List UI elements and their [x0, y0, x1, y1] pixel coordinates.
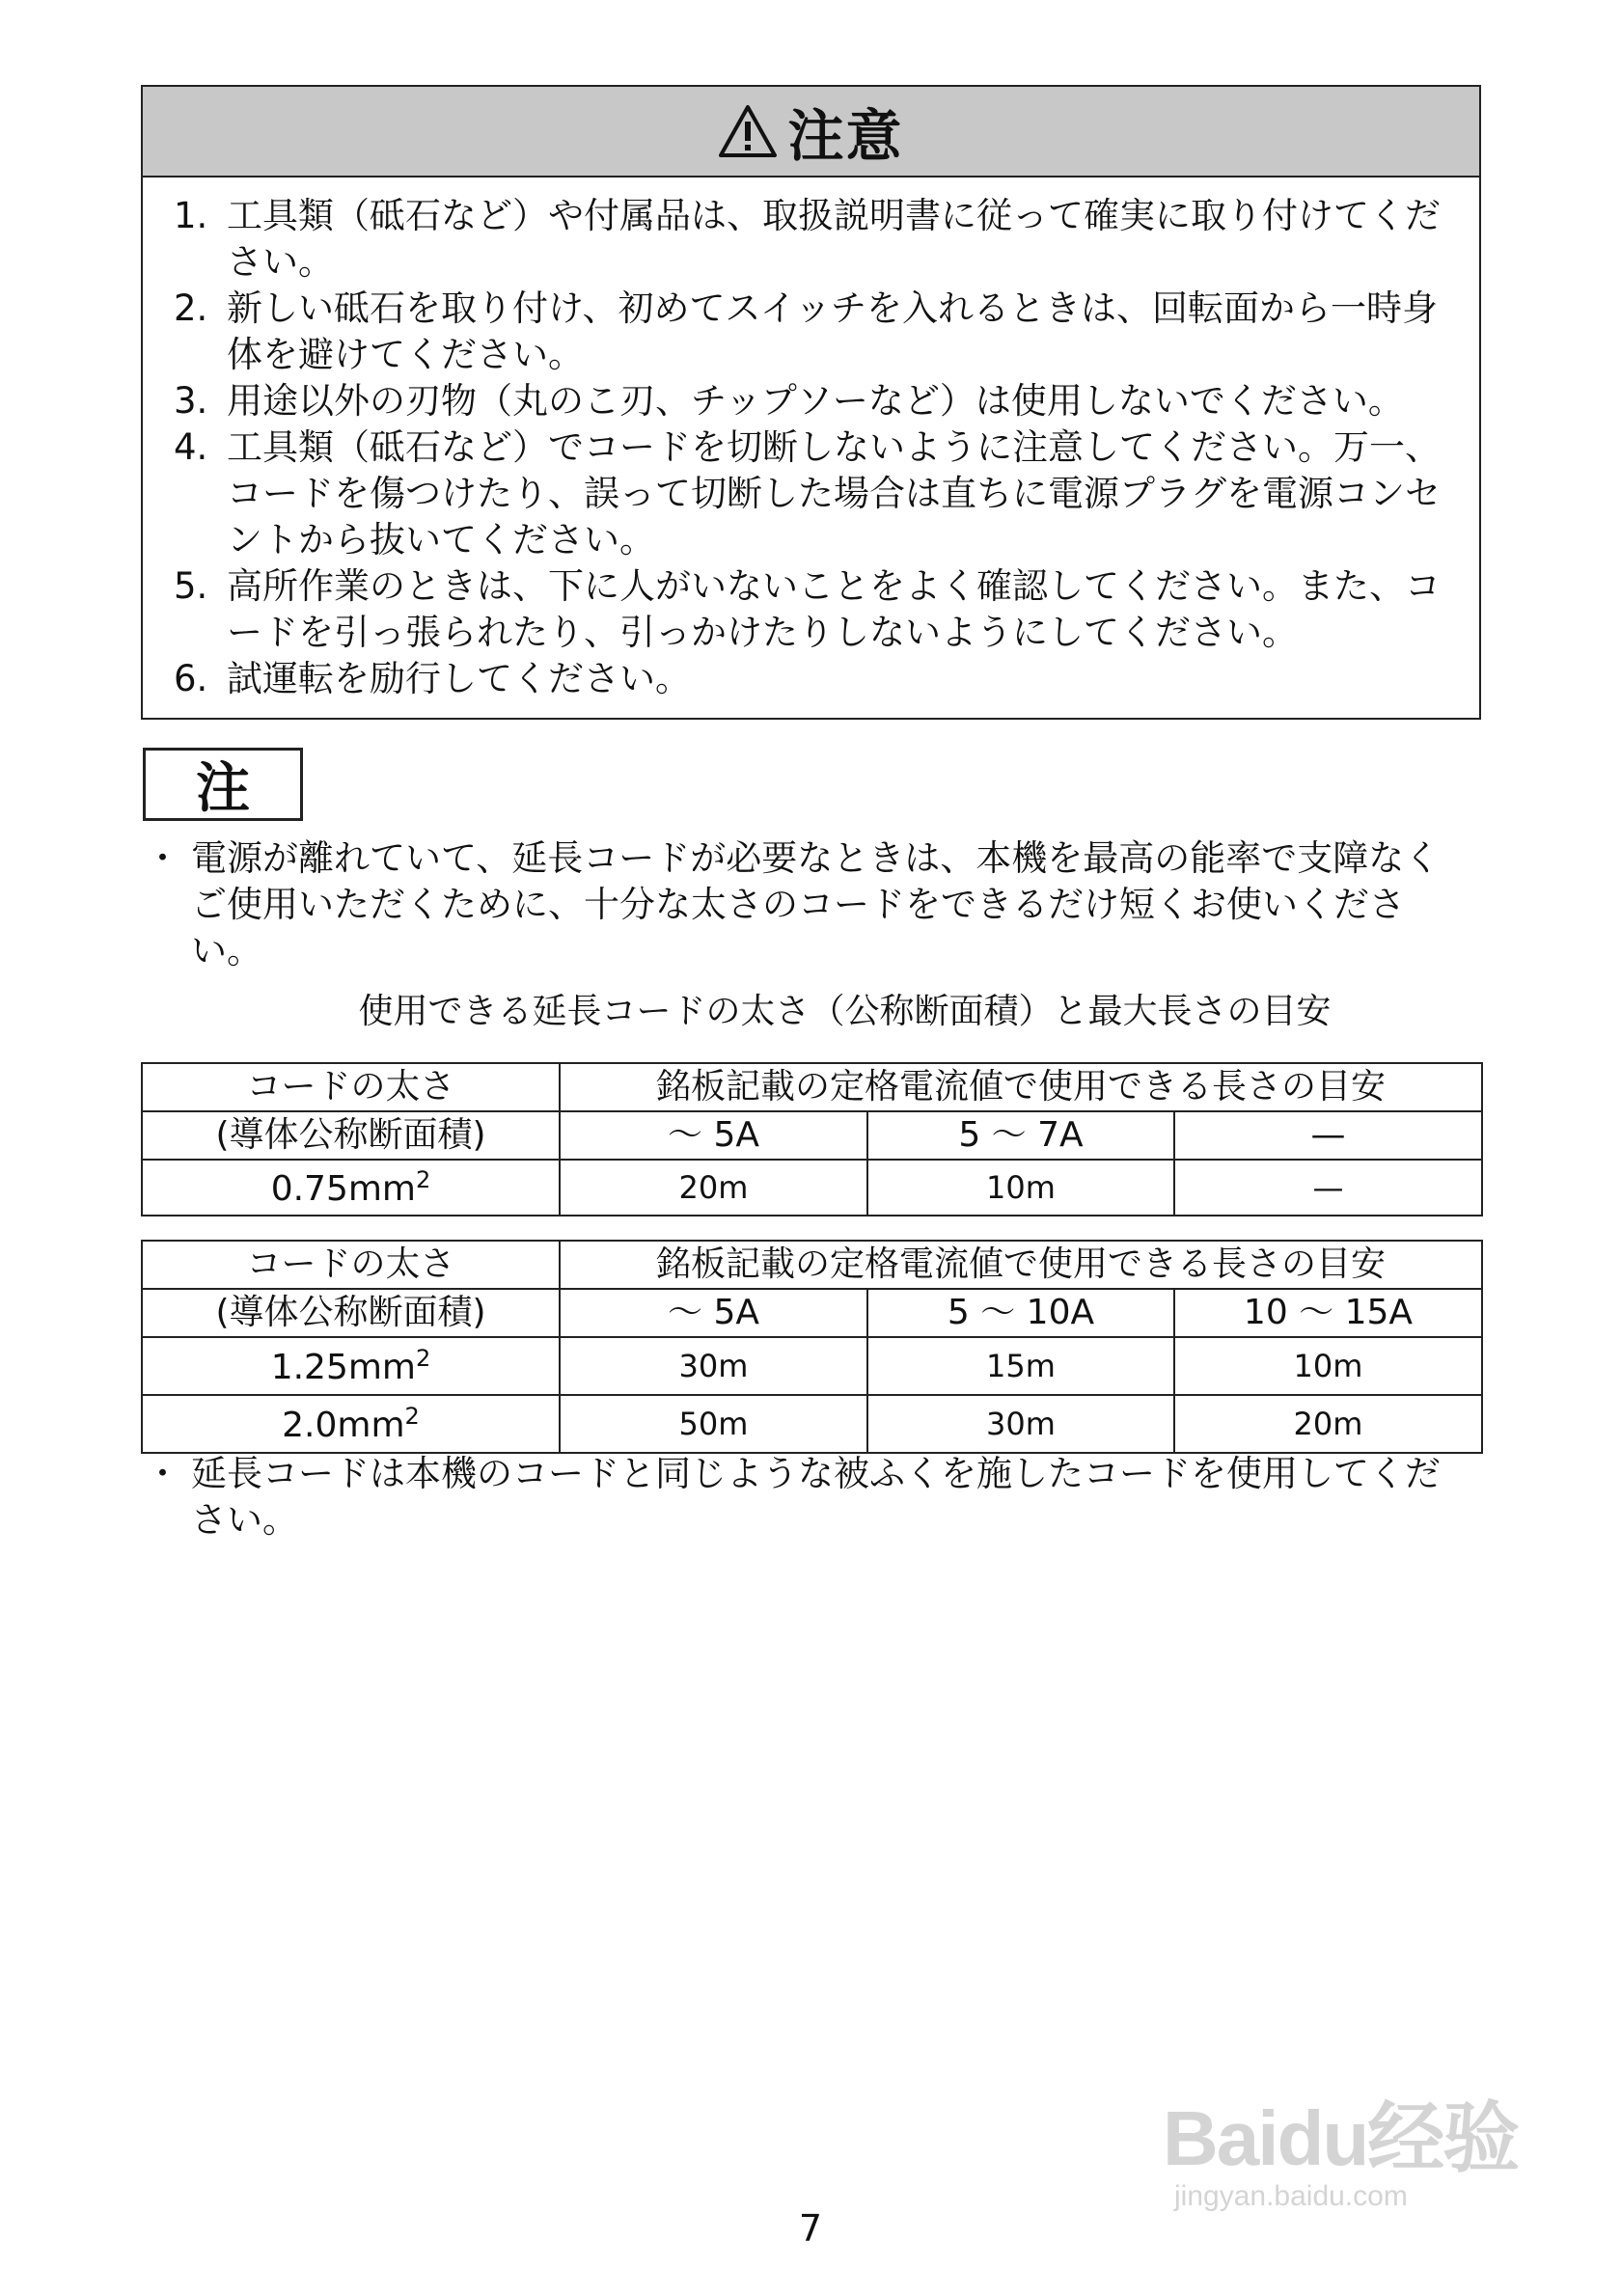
caution-box — [141, 85, 1481, 720]
table-row — [142, 1289, 1482, 1337]
watermark-url: jingyan.baidu.com — [1174, 2180, 1408, 2212]
col-header-cord-size: コードの太さ — [142, 1063, 560, 1111]
table-row — [142, 1241, 1482, 1289]
length-cell: 10m — [867, 1160, 1174, 1216]
page-number: 7 — [798, 2207, 823, 2250]
col-header-conductor-area: (導体公称断面積) — [142, 1289, 560, 1337]
note-bullet-cord-covering: ・ 延長コードは本機のコードと同じような被ふくを施したコードを使用してください。 — [143, 1451, 1465, 1544]
caution-title: 注意 — [787, 103, 904, 169]
group-header: 銘板記載の定格電流値で使用できる長さの目安 — [560, 1241, 1482, 1289]
col-header-cord-size: コードの太さ — [142, 1241, 560, 1289]
length-cell: 10m — [1174, 1337, 1482, 1395]
caution-item: 2. 新しい砥石を取り付け、初めてスイッチを入れるときは、回転面から一時身体を避けてください。 — [174, 287, 1439, 375]
length-cell: 50m — [560, 1395, 867, 1453]
length-cell: 20m — [560, 1160, 867, 1216]
range-header: — — [1174, 1111, 1482, 1160]
bullet-icon: ・ — [145, 1453, 180, 1494]
length-cell: 30m — [867, 1395, 1174, 1453]
range-header: 5 〜 10A — [867, 1289, 1174, 1337]
range-header: 〜 5A — [560, 1111, 867, 1160]
caution-item: 1. 工具類（砥石など）や付属品は、取扱説明書に従って確実に取り付けてください。 — [174, 195, 1441, 283]
caution-header — [143, 87, 1479, 178]
warning-triangle-icon — [718, 104, 778, 158]
table-row — [142, 1063, 1482, 1111]
table-caption: 使用できる延長コードの太さ（公称断面積）と最大長さの目安 — [358, 992, 1332, 1031]
caution-item: 5. 高所作業のときは、下に人がいないことをよく確認してください。また、コードを引っ張られたり、引っかけたりしないようにしてください。 — [174, 565, 1441, 653]
col-header-conductor-area: (導体公称断面積) — [142, 1111, 560, 1160]
group-header: 銘板記載の定格電流値で使用できる長さの目安 — [560, 1063, 1482, 1111]
watermark-brand: Baidu经验 — [1163, 2095, 1519, 2181]
cord-size-cell: $2.0mm^2$ — [142, 1395, 560, 1453]
caution-item: 4. 工具類（砥石など）でコードを切断しないように注意してください。万一、コードを傷つけたり、誤って切断した場合は直ちに電源プラグを電源コンセントから抜いてください。 — [174, 426, 1441, 560]
table-row — [142, 1337, 1482, 1395]
range-header: 5 〜 7A — [867, 1111, 1174, 1160]
baidu-watermark — [1163, 2095, 1529, 2214]
caution-item: 3. 用途以外の刃物（丸のこ刃、チップソーなど）は使用しないでください。 — [174, 380, 1404, 422]
range-header: 〜 5A — [560, 1289, 867, 1337]
length-cell: 30m — [560, 1337, 867, 1395]
length-cell: 15m — [867, 1337, 1174, 1395]
cord-size-cell: $0.75mm^2$ — [142, 1160, 560, 1216]
range-header: 10 〜 15A — [1174, 1289, 1482, 1337]
length-cell: 20m — [1174, 1395, 1482, 1453]
caution-list — [143, 178, 1479, 702]
table-row — [142, 1111, 1482, 1160]
table-row — [142, 1395, 1482, 1453]
length-cell: — — [1174, 1160, 1482, 1216]
note-bullet-extension-cord: ・ 電源が離れていて、延長コードが必要なときは、本機を最高の能率で支障なくご使用いただくために、十分な太さのコードをできるだけ短くお使いください。 — [143, 835, 1465, 974]
cord-size-cell: $1.25mm^2$ — [142, 1337, 560, 1395]
note-heading: 注 — [143, 748, 303, 821]
table-row — [142, 1160, 1482, 1216]
cord-table-1 — [141, 1062, 1483, 1216]
cord-table-2 — [141, 1240, 1483, 1454]
caution-item: 6. 試運転を励行してください。 — [174, 658, 691, 699]
bullet-icon: ・ — [145, 837, 180, 879]
